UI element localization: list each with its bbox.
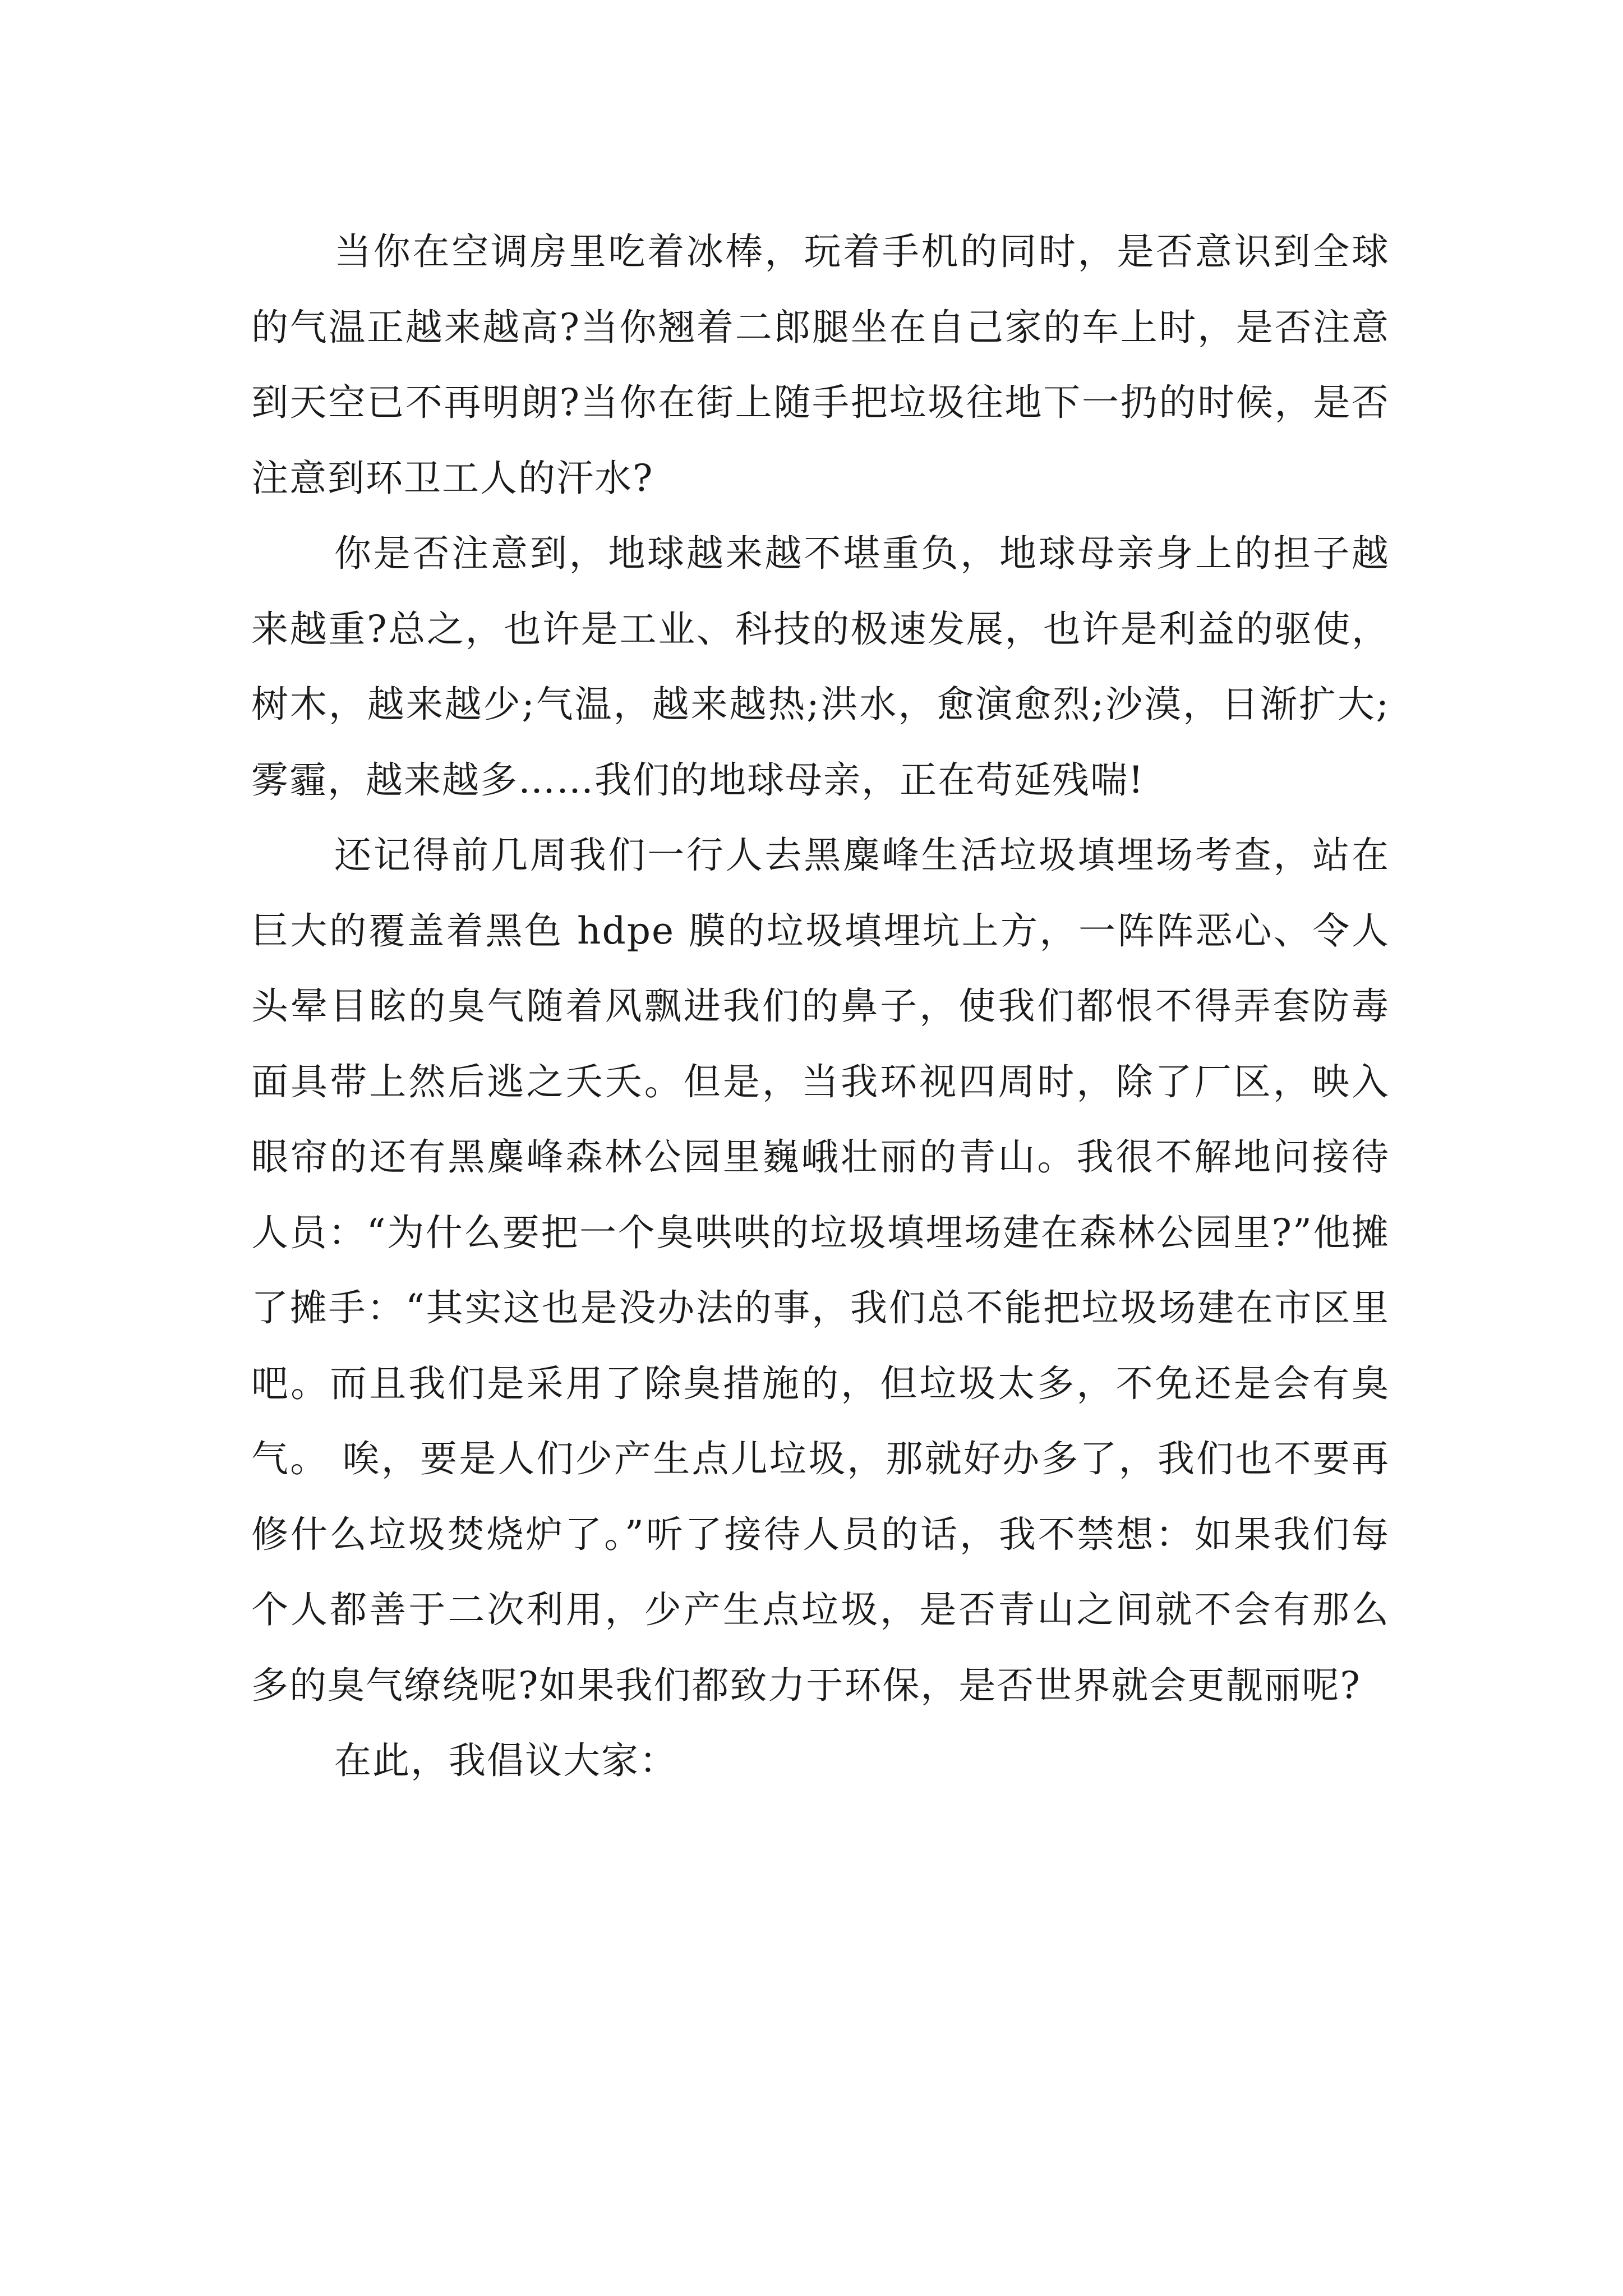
paragraph-1: 当你在空调房里吃着冰棒，玩着手机的同时，是否意识到全球的气温正越来越高?当你翘着二郎腿坐在自己家的车上时，是否注意到天空已不再明朗?当你在街上随手把垃圾往地下一扔的时候，是否注意到环卫工人的汗水? xyxy=(251,230,1390,500)
document-body xyxy=(251,214,1390,1799)
paragraph-2: 你是否注意到，地球越来越不堪重负，地球母亲身上的担子越来越重?总之，也许是工业、科技的极速发展，也许是利益的驱使，树木，越来越少;气温，越来越热;洪水，愈演愈烈;沙漠，日渐扩大;雾霾，越来越多……我们的地球母亲，正在苟延残喘! xyxy=(251,532,1390,802)
paragraph-4: 在此，我倡议大家： xyxy=(334,1739,677,1782)
paragraph-3: 还记得前几周我们一行人去黑麋峰生活垃圾填埋场考查，站在巨大的覆盖着黑色 hdpe 膜的垃圾填埋坑上方，一阵阵恶心、令人头晕目眩的臭气随着风飘进我们的鼻子，使我们都恨不得弄套防毒面具带上然后逃之夭夭。但是，当我环视四周时，除了厂区，映入眼帘的还有黑麋峰森林公园里巍峨壮丽的青山。我很不解地问接待人员：“为什么要把一个臭哄哄的垃圾填埋场建在森林公园里?”他摊了摊手：“其实这也是没办法的事，我们总不能把垃圾场建在市区里吧。而且我们是采用了除臭措施的，但垃圾太多，不免还是会有臭气。 唉，要是人们少产生点儿垃圾，那就好办多了，我们也不要再修什么垃圾焚烧炉了。”听了接待人员的话，我不禁想：如果我们每个人都善于二次利用，少产生点垃圾，是否青山之间就不会有那么多的臭气缭绕呢?如果我们都致力于环保，是否世界就会更靓丽呢? xyxy=(251,834,1390,1707)
